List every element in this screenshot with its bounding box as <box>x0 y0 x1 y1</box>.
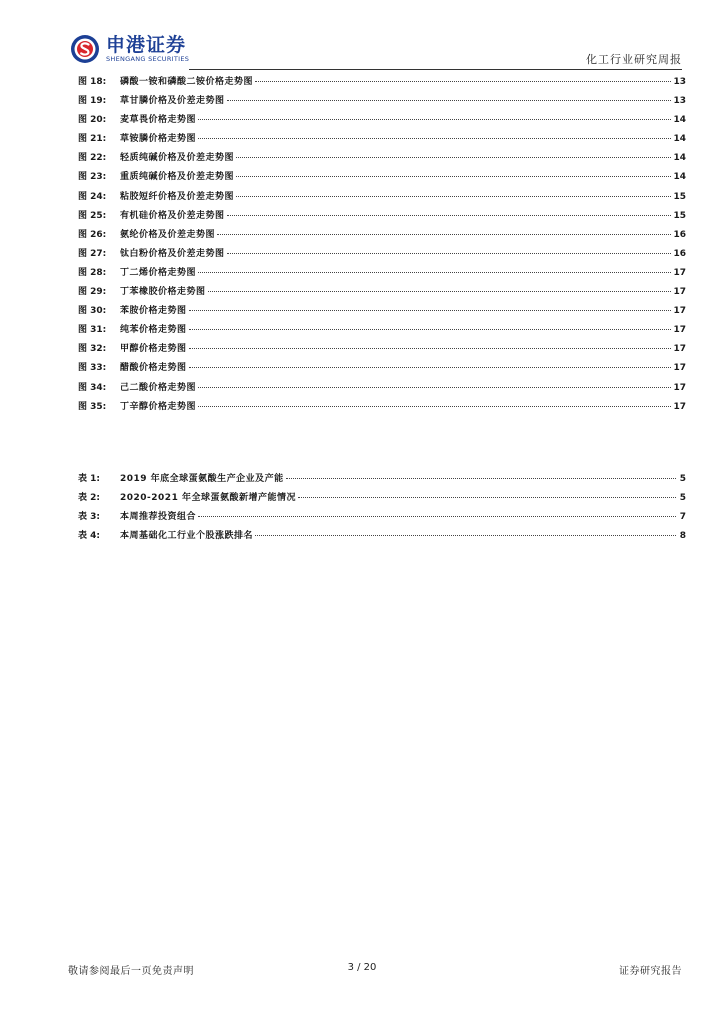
dot-leader <box>286 478 676 479</box>
entry-page-number: 17 <box>673 306 686 317</box>
figure-toc-entry[interactable] <box>78 74 686 93</box>
entry-title[interactable]: 丁苯橡胶价格走势图 <box>120 287 206 298</box>
entry-title[interactable]: 重质纯碱价格及价差走势图 <box>120 172 235 183</box>
figure-toc-entry[interactable] <box>78 399 686 418</box>
figure-toc-entry[interactable] <box>78 246 686 265</box>
page-header <box>0 0 724 72</box>
dot-leader <box>198 516 676 517</box>
dot-leader <box>227 100 672 101</box>
dot-leader <box>236 196 671 197</box>
figure-toc-entry[interactable] <box>78 341 686 360</box>
figure-toc-entry[interactable] <box>78 360 686 379</box>
entry-number: 图 28: <box>78 267 107 278</box>
entry-number: 图 25: <box>78 210 107 221</box>
entry-page-number: 8 <box>679 531 686 542</box>
entry-page-number: 17 <box>673 287 686 298</box>
entry-page-number: 17 <box>673 267 686 278</box>
figure-toc-entry[interactable] <box>78 131 686 150</box>
entry-title[interactable]: 磷酸一铵和磷酸二铵价格走势图 <box>120 77 254 87</box>
entry-title[interactable]: 草甘膦价格及价差走势图 <box>120 96 225 107</box>
figure-toc-entry[interactable] <box>78 303 686 322</box>
dot-leader <box>198 387 671 388</box>
figure-toc-entry[interactable] <box>78 284 686 303</box>
entry-number: 图 19: <box>78 96 107 107</box>
entry-title[interactable]: 钛白粉价格及价差走势图 <box>120 248 225 259</box>
entry-page-number: 5 <box>679 493 686 504</box>
entry-number: 图 32: <box>78 344 107 355</box>
entry-page-number: 14 <box>673 134 686 145</box>
entry-number: 图 24: <box>78 191 107 202</box>
entry-page-number: 17 <box>673 382 686 393</box>
entry-page-number: 14 <box>673 115 686 126</box>
entry-title[interactable]: 2019 年底全球蛋氨酸生产企业及产能 <box>120 474 284 484</box>
entry-page-number: 17 <box>673 401 686 412</box>
entry-number: 图 26: <box>78 229 107 240</box>
page-number: 3 / 20 <box>347 962 377 973</box>
entry-number: 图 30: <box>78 306 107 317</box>
figure-toc-entry[interactable] <box>78 93 686 112</box>
table-toc-entry[interactable] <box>78 528 686 547</box>
entry-number: 表 4: <box>78 531 100 542</box>
entry-number: 图 22: <box>78 153 107 164</box>
dot-leader <box>189 367 672 368</box>
entry-page-number: 7 <box>679 512 686 523</box>
entry-title[interactable]: 草铵膦价格走势图 <box>120 134 197 145</box>
entry-number: 图 34: <box>78 382 107 393</box>
entry-title[interactable]: 本周基础化工行业个股涨跌排名 <box>120 531 254 542</box>
entry-number: 图 33: <box>78 363 107 374</box>
entry-page-number: 14 <box>673 153 686 164</box>
entry-page-number: 5 <box>679 474 686 484</box>
dot-leader <box>198 406 671 407</box>
table-toc-entry[interactable] <box>78 509 686 528</box>
dot-leader <box>189 348 672 349</box>
entry-page-number: 16 <box>673 229 686 240</box>
dot-leader <box>255 535 676 536</box>
entry-page-number: 17 <box>673 344 686 355</box>
entry-title[interactable]: 甲醇价格走势图 <box>120 344 187 355</box>
dot-leader <box>227 253 672 254</box>
dot-leader <box>198 138 671 139</box>
header-divider <box>189 69 682 70</box>
entry-page-number: 17 <box>673 325 686 336</box>
entry-number: 图 27: <box>78 248 107 259</box>
figure-toc-entry[interactable] <box>78 322 686 341</box>
table-toc-entry[interactable] <box>78 490 686 509</box>
entry-title[interactable]: 麦草畏价格走势图 <box>120 115 197 126</box>
figure-list <box>78 74 686 418</box>
entry-number: 表 2: <box>78 493 100 504</box>
dot-leader <box>208 291 672 292</box>
table-list <box>78 471 686 547</box>
entry-title[interactable]: 苯胺价格走势图 <box>120 306 187 317</box>
entry-page-number: 14 <box>673 172 686 183</box>
dot-leader <box>189 329 672 330</box>
logo-chinese-name: 申港证券 <box>106 34 187 56</box>
entry-title[interactable]: 氨纶价格及价差走势图 <box>120 229 216 240</box>
dot-leader <box>255 81 671 82</box>
entry-title[interactable]: 本周推荐投资组合 <box>120 512 197 523</box>
entry-number: 图 35: <box>78 401 107 412</box>
footer-report-label: 证券研究报告 <box>619 966 682 977</box>
entry-number: 表 3: <box>78 512 100 523</box>
dot-leader <box>217 234 671 235</box>
logo-english-name: SHENGANG SECURITIES <box>106 55 190 63</box>
table-toc-entry[interactable] <box>78 471 686 490</box>
entry-number: 图 23: <box>78 172 107 183</box>
shengang-logo-icon <box>70 34 100 64</box>
entry-title[interactable]: 己二酸价格走势图 <box>120 382 197 393</box>
entry-title[interactable]: 有机硅价格及价差走势图 <box>120 210 225 221</box>
figure-toc-entry[interactable] <box>78 169 686 188</box>
entry-title[interactable]: 丁二烯价格走势图 <box>120 267 197 278</box>
entry-title[interactable]: 粘胶短纤价格及价差走势图 <box>120 191 235 202</box>
entry-title[interactable]: 丁辛醇价格走势图 <box>120 401 197 412</box>
entry-page-number: 13 <box>673 96 686 107</box>
figure-toc-entry[interactable] <box>78 380 686 399</box>
entry-title[interactable]: 醋酸价格走势图 <box>120 363 187 374</box>
dot-leader <box>298 497 676 498</box>
company-logo <box>70 34 189 64</box>
entry-number: 图 20: <box>78 115 107 126</box>
entry-title[interactable]: 纯苯价格走势图 <box>120 325 187 336</box>
figure-toc-entry[interactable] <box>78 150 686 169</box>
entry-number: 表 1: <box>78 474 100 484</box>
entry-page-number: 15 <box>673 191 686 202</box>
entry-number: 图 31: <box>78 325 107 336</box>
dot-leader <box>236 157 671 158</box>
figure-toc-entry[interactable] <box>78 265 686 284</box>
dot-leader <box>198 119 671 120</box>
report-type-label: 化工行业研究周报 <box>586 53 682 66</box>
figure-toc-entry[interactable] <box>78 227 686 246</box>
entry-number: 图 29: <box>78 287 107 298</box>
footer-disclaimer: 敬请参阅最后一页免责声明 <box>68 966 194 977</box>
entry-title[interactable]: 轻质纯碱价格及价差走势图 <box>120 153 235 164</box>
figure-toc-entry[interactable] <box>78 112 686 131</box>
entry-page-number: 16 <box>673 248 686 259</box>
entry-number: 图 21: <box>78 134 107 145</box>
entry-page-number: 17 <box>673 363 686 374</box>
entry-title[interactable]: 2020-2021 年全球蛋氨酸新增产能情况 <box>120 493 296 504</box>
figure-toc-entry[interactable] <box>78 189 686 208</box>
entry-number: 图 18: <box>78 77 107 87</box>
entry-page-number: 15 <box>673 210 686 221</box>
page-footer <box>0 962 724 982</box>
dot-leader <box>227 215 672 216</box>
dot-leader <box>198 272 671 273</box>
entry-page-number: 13 <box>673 77 686 87</box>
dot-leader <box>236 176 671 177</box>
figure-toc-entry[interactable] <box>78 208 686 227</box>
dot-leader <box>189 310 672 311</box>
